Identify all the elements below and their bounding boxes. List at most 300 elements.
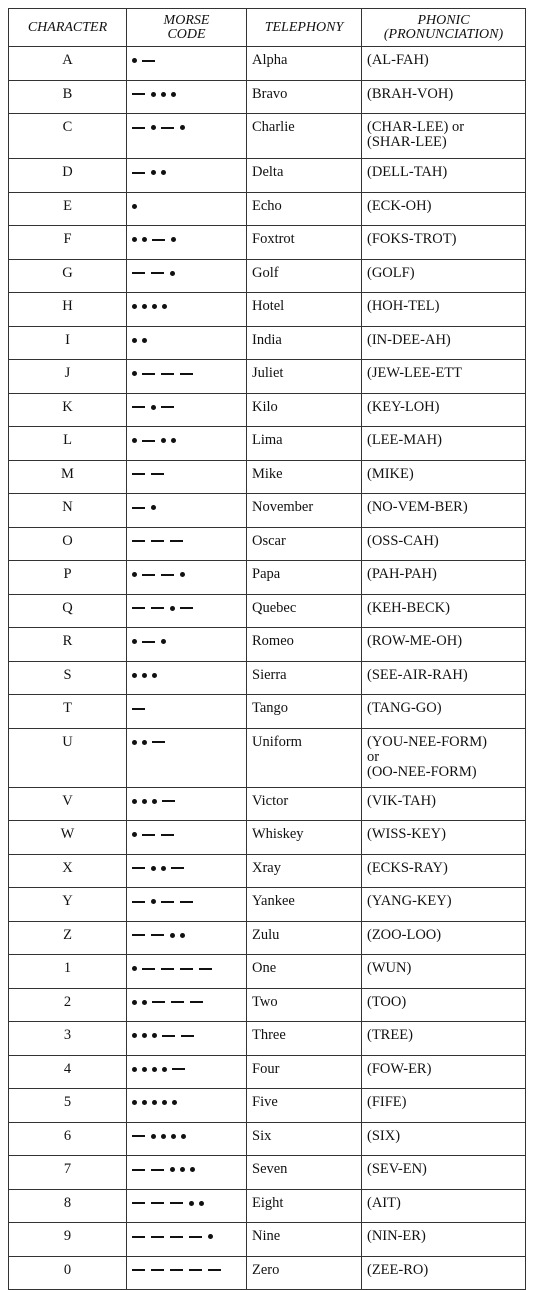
morse-dash-icon: [132, 934, 145, 936]
morse-dot-icon: [162, 304, 167, 309]
morse-code-cell: [127, 192, 247, 226]
morse-dot-icon: [151, 92, 156, 97]
morse-dot-icon: [171, 237, 176, 242]
morse-symbols: [132, 701, 246, 716]
morse-dash-icon: [162, 800, 175, 802]
morse-symbols: [132, 928, 246, 943]
character-cell: U: [9, 728, 127, 787]
morse-dash-icon: [162, 1035, 175, 1037]
phonic-cell: [362, 854, 526, 888]
morse-code-cell: [127, 988, 247, 1022]
character-cell: B: [9, 80, 127, 114]
table-row: [9, 1156, 526, 1190]
morse-code-cell: [127, 854, 247, 888]
character-cell: T: [9, 695, 127, 729]
table-row: [9, 192, 526, 226]
character-cell: 9: [9, 1223, 127, 1257]
morse-dot-icon: [180, 933, 185, 938]
morse-dot-icon: [199, 1201, 204, 1206]
phonic-cell: [362, 728, 526, 787]
telephony-cell: Bravo: [247, 80, 362, 114]
morse-dash-icon: [142, 60, 155, 62]
phonic-line: (ZEE-RO): [367, 1261, 429, 1278]
morse-dot-icon: [142, 740, 147, 745]
morse-dot-icon: [180, 1167, 185, 1172]
phonic-line: (AL-FAH): [367, 52, 429, 68]
morse-dash-icon: [151, 473, 164, 475]
phonic-cell: [362, 1089, 526, 1123]
phonic-line: (JEW-LEE-ETT: [367, 365, 463, 381]
morse-code-cell: [127, 1022, 247, 1056]
header-phonic: [362, 9, 526, 47]
morse-dash-icon: [132, 406, 145, 408]
morse-dot-icon: [132, 673, 137, 678]
header-row: [9, 9, 526, 47]
telephony-cell: India: [247, 326, 362, 360]
character-cell: J: [9, 360, 127, 394]
header-phonic-line: PHONIC: [417, 12, 470, 28]
morse-code-cell: [127, 527, 247, 561]
phonic-cell: [362, 821, 526, 855]
table-row: [9, 114, 526, 159]
table-row: [9, 326, 526, 360]
table-row: [9, 527, 526, 561]
table-row: [9, 226, 526, 260]
character-cell: K: [9, 393, 127, 427]
telephony-cell: Seven: [247, 1156, 362, 1190]
morse-dash-icon: [132, 1169, 145, 1171]
morse-dot-icon: [142, 1067, 147, 1072]
morse-dot-icon: [152, 1067, 157, 1072]
character-cell: M: [9, 460, 127, 494]
morse-symbols: [132, 232, 246, 247]
morse-dash-icon: [132, 93, 145, 95]
morse-code-cell: [127, 1223, 247, 1257]
morse-dash-icon: [142, 373, 155, 375]
phonic-cell: [362, 1022, 526, 1056]
morse-dash-icon: [170, 1269, 183, 1271]
morse-symbols: [132, 1095, 246, 1110]
morse-dot-icon: [181, 1134, 186, 1139]
morse-symbols: [132, 861, 246, 876]
morse-dash-icon: [142, 968, 155, 970]
phonic-cell: [362, 259, 526, 293]
phonic-line: (ZOO-LOO): [367, 926, 442, 943]
phonic-line: (TREE): [367, 1027, 413, 1043]
table-row: [9, 988, 526, 1022]
morse-symbols: [132, 500, 246, 515]
telephony-cell: Zulu: [247, 921, 362, 955]
morse-dash-icon: [171, 867, 184, 869]
morse-code-cell: [127, 921, 247, 955]
telephony-cell: Lima: [247, 427, 362, 461]
morse-code-cell: [127, 393, 247, 427]
morse-dot-icon: [132, 338, 137, 343]
morse-code-cell: [127, 955, 247, 989]
morse-dash-icon: [190, 1001, 203, 1003]
character-cell: 3: [9, 1022, 127, 1056]
telephony-cell: Three: [247, 1022, 362, 1056]
morse-dot-icon: [132, 639, 137, 644]
character-cell: O: [9, 527, 127, 561]
morse-dot-icon: [172, 1100, 177, 1105]
morse-symbols: [132, 534, 246, 549]
character-cell: Y: [9, 888, 127, 922]
phonetic-alphabet-document: [8, 8, 525, 1290]
morse-dash-icon: [151, 607, 164, 609]
character-cell: R: [9, 628, 127, 662]
morse-dash-icon: [171, 1001, 184, 1003]
morse-dot-icon: [170, 271, 175, 276]
phonic-line: (MIKE): [367, 465, 414, 482]
phonic-line: or: [367, 748, 380, 765]
phonic-line: (TANG-GO): [367, 700, 442, 716]
character-cell: 7: [9, 1156, 127, 1190]
morse-dot-icon: [132, 1033, 137, 1038]
morse-code-cell: [127, 1089, 247, 1123]
telephony-cell: Alpha: [247, 47, 362, 81]
phonic-cell: [362, 494, 526, 528]
telephony-cell: Tango: [247, 695, 362, 729]
morse-dot-icon: [152, 799, 157, 804]
morse-dash-icon: [152, 1001, 165, 1003]
morse-dash-icon: [142, 574, 155, 576]
telephony-cell: Romeo: [247, 628, 362, 662]
morse-dash-icon: [180, 373, 193, 375]
morse-dot-icon: [161, 438, 166, 443]
table-row: [9, 360, 526, 394]
morse-dot-icon: [142, 304, 147, 309]
telephony-cell: Golf: [247, 259, 362, 293]
morse-symbols: [132, 735, 246, 750]
phonic-line: (ECK-OH): [367, 197, 432, 214]
character-cell: D: [9, 159, 127, 193]
morse-symbols: [132, 634, 246, 649]
morse-dash-icon: [161, 901, 174, 903]
morse-dot-icon: [142, 1000, 147, 1005]
morse-symbols: [132, 1162, 246, 1177]
morse-dot-icon: [180, 125, 185, 130]
morse-symbols: [132, 467, 246, 482]
morse-dash-icon: [132, 540, 145, 542]
telephony-cell: Xray: [247, 854, 362, 888]
header-morse-line: MORSE: [163, 12, 210, 28]
phonic-cell: [362, 661, 526, 695]
morse-dot-icon: [132, 304, 137, 309]
morse-dot-icon: [151, 866, 156, 871]
table-row: [9, 728, 526, 787]
morse-dash-icon: [151, 1269, 164, 1271]
morse-code-cell: [127, 80, 247, 114]
morse-dash-icon: [151, 1202, 164, 1204]
character-cell: 1: [9, 955, 127, 989]
morse-dash-icon: [180, 607, 193, 609]
table-row: [9, 1055, 526, 1089]
phonic-cell: [362, 159, 526, 193]
morse-dot-icon: [151, 1134, 156, 1139]
morse-dash-icon: [152, 239, 165, 241]
morse-code-cell: [127, 888, 247, 922]
table-row: [9, 628, 526, 662]
phonic-line: (FOKS-TROT): [367, 231, 457, 247]
table-row: [9, 80, 526, 114]
morse-dash-icon: [170, 1202, 183, 1204]
phonic-line: (DELL-TAH): [367, 164, 448, 180]
morse-dot-icon: [142, 338, 147, 343]
morse-dash-icon: [161, 127, 174, 129]
phonic-line: (AIT): [367, 1194, 401, 1211]
morse-symbols: [132, 120, 246, 135]
morse-dash-icon: [199, 968, 212, 970]
table-row: [9, 159, 526, 193]
phonic-line: (KEY-LOH): [367, 398, 440, 415]
morse-dash-icon: [142, 834, 155, 836]
character-cell: 5: [9, 1089, 127, 1123]
character-cell: 4: [9, 1055, 127, 1089]
phonic-cell: [362, 955, 526, 989]
morse-code-cell: [127, 821, 247, 855]
morse-symbols: [132, 1129, 246, 1144]
table-row: [9, 1256, 526, 1290]
morse-dash-icon: [161, 968, 174, 970]
telephony-cell: Kilo: [247, 393, 362, 427]
morse-dash-icon: [180, 901, 193, 903]
table-row: [9, 1189, 526, 1223]
morse-symbols: [132, 53, 246, 68]
morse-dash-icon: [132, 272, 145, 274]
morse-code-cell: [127, 1122, 247, 1156]
phonic-cell: [362, 293, 526, 327]
character-cell: C: [9, 114, 127, 159]
phonic-line: (OSS-CAH): [367, 532, 439, 549]
character-cell: W: [9, 821, 127, 855]
phonic-line: (YANG-KEY): [367, 893, 452, 909]
morse-dash-icon: [208, 1269, 221, 1271]
telephony-cell: Uniform: [247, 728, 362, 787]
morse-dot-icon: [171, 438, 176, 443]
morse-dash-icon: [151, 934, 164, 936]
morse-code-cell: [127, 561, 247, 595]
phonic-cell: [362, 988, 526, 1022]
morse-dash-icon: [132, 507, 145, 509]
character-cell: H: [9, 293, 127, 327]
phonic-line: (WISS-KEY): [367, 826, 446, 842]
phonic-cell: [362, 1055, 526, 1089]
morse-dot-icon: [142, 1100, 147, 1105]
morse-dash-icon: [152, 741, 165, 743]
phonic-cell: [362, 1122, 526, 1156]
phonic-cell: [362, 594, 526, 628]
telephony-cell: November: [247, 494, 362, 528]
header-telephony: [247, 9, 362, 47]
morse-dot-icon: [208, 1234, 213, 1239]
phonic-cell: [362, 80, 526, 114]
telephony-cell: Nine: [247, 1223, 362, 1257]
phonic-cell: [362, 527, 526, 561]
phonic-cell: [362, 888, 526, 922]
morse-code-cell: [127, 695, 247, 729]
morse-symbols: [132, 433, 246, 448]
morse-dash-icon: [180, 968, 193, 970]
telephony-cell: Whiskey: [247, 821, 362, 855]
morse-dot-icon: [132, 966, 137, 971]
morse-dot-icon: [142, 237, 147, 242]
morse-dot-icon: [170, 606, 175, 611]
phonic-cell: [362, 460, 526, 494]
character-cell: A: [9, 47, 127, 81]
morse-code-cell: [127, 494, 247, 528]
morse-dot-icon: [170, 1167, 175, 1172]
phonic-line: (WUN): [367, 960, 412, 976]
morse-symbols: [132, 567, 246, 582]
telephony-cell: Papa: [247, 561, 362, 595]
character-cell: L: [9, 427, 127, 461]
morse-dash-icon: [151, 272, 164, 274]
morse-symbols: [132, 366, 246, 381]
morse-code-cell: [127, 47, 247, 81]
character-cell: E: [9, 192, 127, 226]
phonic-line: (FIFE): [367, 1094, 407, 1110]
table-row: [9, 854, 526, 888]
morse-symbols: [132, 995, 246, 1010]
phonic-cell: [362, 192, 526, 226]
table-row: [9, 1223, 526, 1257]
phonic-line: (ROW-ME-OH): [367, 633, 463, 649]
morse-code-cell: [127, 594, 247, 628]
phonic-line: (PAH-PAH): [367, 566, 437, 582]
morse-dash-icon: [170, 1236, 183, 1238]
character-cell: P: [9, 561, 127, 595]
morse-symbols: [132, 894, 246, 909]
phonic-cell: [362, 1189, 526, 1223]
phonic-line: (CHAR-LEE) or: [367, 119, 465, 135]
morse-dot-icon: [151, 170, 156, 175]
morse-symbols: [132, 400, 246, 415]
morse-dash-icon: [132, 901, 145, 903]
phonic-cell: [362, 1256, 526, 1290]
telephony-cell: Foxtrot: [247, 226, 362, 260]
morse-dot-icon: [189, 1201, 194, 1206]
morse-dot-icon: [151, 125, 156, 130]
morse-code-cell: [127, 460, 247, 494]
telephony-cell: Oscar: [247, 527, 362, 561]
phonic-line: (NO-VEM-BER): [367, 499, 468, 515]
morse-code-cell: [127, 427, 247, 461]
phonic-cell: [362, 427, 526, 461]
morse-dot-icon: [180, 572, 185, 577]
phonic-line: (OO-NEE-FORM): [367, 763, 477, 780]
character-cell: Q: [9, 594, 127, 628]
morse-code-cell: [127, 326, 247, 360]
morse-dash-icon: [172, 1068, 185, 1070]
morse-code-cell: [127, 226, 247, 260]
morse-dot-icon: [132, 799, 137, 804]
morse-dash-icon: [132, 1135, 145, 1137]
phonic-line: (IN-DEE-AH): [367, 331, 451, 348]
morse-dot-icon: [132, 832, 137, 837]
character-cell: 8: [9, 1189, 127, 1223]
morse-dash-icon: [161, 373, 174, 375]
morse-dot-icon: [132, 740, 137, 745]
phonic-cell: [362, 921, 526, 955]
telephony-cell: Juliet: [247, 360, 362, 394]
header-phonic-line: (PRONUNCIATION): [383, 26, 504, 42]
morse-dot-icon: [151, 405, 156, 410]
header-character: [9, 9, 127, 47]
telephony-cell: Echo: [247, 192, 362, 226]
morse-dash-icon: [181, 1035, 194, 1037]
morse-dot-icon: [142, 1033, 147, 1038]
morse-dash-icon: [132, 1269, 145, 1271]
phonic-line: (GOLF): [367, 264, 415, 281]
morse-dash-icon: [151, 1236, 164, 1238]
morse-symbols: [132, 827, 246, 842]
table-row: [9, 594, 526, 628]
phonic-cell: [362, 1223, 526, 1257]
telephony-cell: Victor: [247, 787, 362, 821]
morse-symbols: [132, 794, 246, 809]
morse-dot-icon: [190, 1167, 195, 1172]
morse-code-cell: [127, 159, 247, 193]
table-row: [9, 561, 526, 595]
table-row: [9, 787, 526, 821]
morse-code-cell: [127, 1156, 247, 1190]
morse-code-cell: [127, 360, 247, 394]
phonic-cell: [362, 360, 526, 394]
morse-symbols: [132, 1028, 246, 1043]
telephony-cell: Hotel: [247, 293, 362, 327]
phonic-cell: [362, 787, 526, 821]
phonic-line: (NIN-ER): [367, 1228, 426, 1244]
table-row: [9, 427, 526, 461]
morse-dash-icon: [132, 172, 145, 174]
table-row: [9, 259, 526, 293]
morse-dot-icon: [142, 799, 147, 804]
morse-dot-icon: [152, 1100, 157, 1105]
morse-symbols: [132, 165, 246, 180]
morse-dot-icon: [132, 58, 137, 63]
telephony-cell: Delta: [247, 159, 362, 193]
phonic-cell: [362, 226, 526, 260]
morse-dot-icon: [132, 1067, 137, 1072]
morse-dot-icon: [161, 866, 166, 871]
table-row: [9, 393, 526, 427]
morse-dash-icon: [142, 641, 155, 643]
morse-dot-icon: [152, 304, 157, 309]
table-row: [9, 661, 526, 695]
character-cell: I: [9, 326, 127, 360]
morse-dash-icon: [132, 867, 145, 869]
morse-dot-icon: [162, 1100, 167, 1105]
morse-code-cell: [127, 628, 247, 662]
morse-code-cell: [127, 1055, 247, 1089]
morse-dash-icon: [189, 1236, 202, 1238]
morse-symbols: [132, 199, 246, 214]
character-cell: X: [9, 854, 127, 888]
morse-symbols: [132, 87, 246, 102]
phonic-line: (FOW-ER): [367, 1060, 432, 1077]
phonic-cell: [362, 561, 526, 595]
header-telephony-line: TELEPHONY: [264, 19, 344, 35]
phonetic-alphabet-table: [8, 8, 526, 1290]
telephony-cell: Six: [247, 1122, 362, 1156]
morse-dot-icon: [132, 237, 137, 242]
morse-dot-icon: [161, 1134, 166, 1139]
phonic-cell: [362, 114, 526, 159]
morse-dot-icon: [171, 1134, 176, 1139]
phonic-cell: [362, 628, 526, 662]
morse-dash-icon: [161, 834, 174, 836]
